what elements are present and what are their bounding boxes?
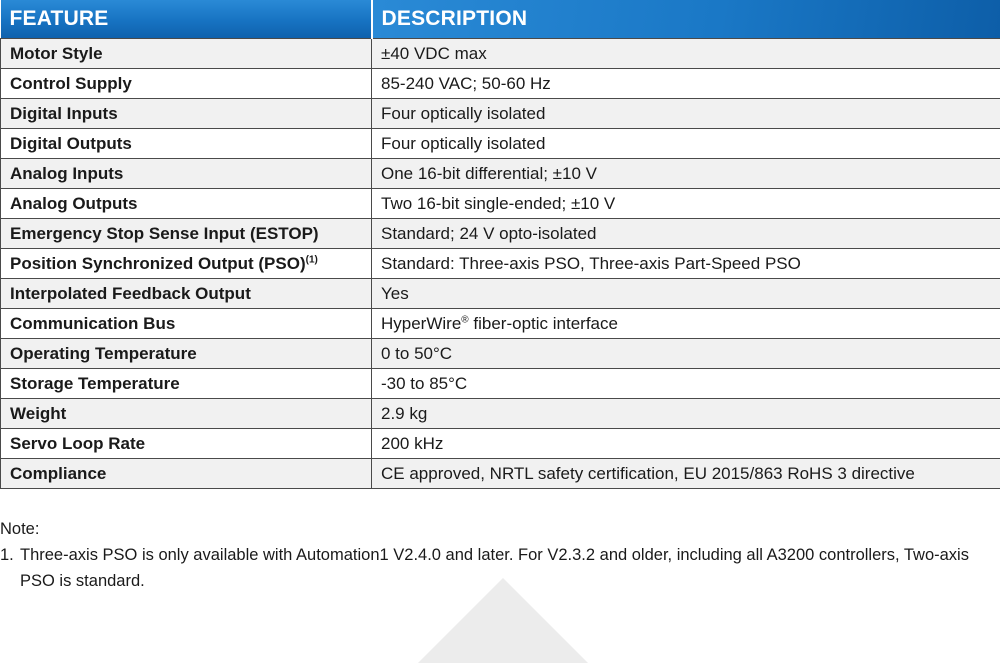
feature-label: Storage Temperature [10, 374, 180, 393]
feature-label: Control Supply [10, 74, 132, 93]
description-cell [372, 99, 1000, 129]
feature-label: Motor Style [10, 44, 103, 63]
description-tail: fiber-optic interface [469, 314, 618, 333]
description-value: ±40 VDC max [381, 44, 487, 63]
description-cell [372, 189, 1000, 219]
description-value: Four optically isolated [381, 134, 545, 153]
feature-cell [1, 339, 372, 369]
feature-label: Servo Loop Rate [10, 434, 145, 453]
description-cell [372, 279, 1000, 309]
description-value: -30 to 85°C [381, 374, 467, 393]
header-description: DESCRIPTION [372, 0, 1000, 39]
description-cell [372, 429, 1000, 459]
header-feature: FEATURE [1, 0, 372, 39]
feature-label: Analog Inputs [10, 164, 123, 183]
table-row [1, 279, 1000, 309]
feature-cell [1, 459, 372, 489]
description-cell [372, 309, 1000, 339]
header-row [1, 0, 1000, 39]
notes-heading: Note: [0, 516, 1000, 542]
feature-cell [1, 159, 372, 189]
table-row [1, 219, 1000, 249]
description-value: HyperWire [381, 314, 461, 333]
description-cell [372, 459, 1000, 489]
feature-cell [1, 69, 372, 99]
feature-cell [1, 129, 372, 159]
note-text: Three-axis PSO is only available with Automation1 V2.4.0 and later. For V2.3.2 and older, including all A3200 controllers, Two-axis PSO is standard. [20, 542, 1000, 594]
description-value: 2.9 kg [381, 404, 427, 423]
feature-label: Position Synchronized Output (PSO) [10, 254, 306, 273]
description-cell [372, 159, 1000, 189]
table-row [1, 339, 1000, 369]
table-row [1, 429, 1000, 459]
feature-cell [1, 219, 372, 249]
description-cell [372, 69, 1000, 99]
description-value: 0 to 50°C [381, 344, 452, 363]
table-row [1, 99, 1000, 129]
table-header [1, 0, 1000, 39]
description-cell [372, 249, 1000, 279]
feature-label: Weight [10, 404, 66, 423]
table-row [1, 69, 1000, 99]
description-cell [372, 399, 1000, 429]
description-cell [372, 219, 1000, 249]
feature-cell [1, 309, 372, 339]
description-cell [372, 369, 1000, 399]
description-value: Four optically isolated [381, 104, 545, 123]
table-row [1, 369, 1000, 399]
feature-cell [1, 399, 372, 429]
table-row [1, 189, 1000, 219]
description-value: Standard: Three-axis PSO, Three-axis Part-Speed PSO [381, 254, 801, 273]
feature-cell [1, 189, 372, 219]
table-row [1, 129, 1000, 159]
description-cell [372, 39, 1000, 69]
description-cell [372, 129, 1000, 159]
watermark-triangle [418, 578, 588, 663]
description-cell [372, 339, 1000, 369]
table-row [1, 159, 1000, 189]
registered-mark: ® [461, 314, 468, 325]
note-number: 1. [0, 542, 20, 594]
description-value: One 16-bit differential; ±10 V [381, 164, 597, 183]
table-row [1, 399, 1000, 429]
feature-label: Interpolated Feedback Output [10, 284, 251, 303]
description-value: Yes [381, 284, 409, 303]
table-row [1, 249, 1000, 279]
table-row [1, 309, 1000, 339]
table-body [1, 39, 1000, 489]
feature-cell [1, 279, 372, 309]
description-value: CE approved, NRTL safety certification, EU 2015/863 RoHS 3 directive [381, 464, 915, 483]
description-value: Two 16-bit single-ended; ±10 V [381, 194, 615, 213]
feature-label: Compliance [10, 464, 106, 483]
table-row [1, 459, 1000, 489]
feature-cell [1, 249, 372, 279]
feature-label: Digital Outputs [10, 134, 132, 153]
feature-label: Emergency Stop Sense Input (ESTOP) [10, 224, 319, 243]
description-value: 200 kHz [381, 434, 443, 453]
feature-cell [1, 39, 372, 69]
description-value: Standard; 24 V opto-isolated [381, 224, 596, 243]
footnote-marker: (1) [306, 254, 318, 265]
feature-label: Digital Inputs [10, 104, 118, 123]
feature-label: Operating Temperature [10, 344, 197, 363]
feature-cell [1, 429, 372, 459]
feature-cell [1, 99, 372, 129]
feature-label: Analog Outputs [10, 194, 137, 213]
feature-cell [1, 369, 372, 399]
feature-label: Communication Bus [10, 314, 175, 333]
description-value: 85-240 VAC; 50-60 Hz [381, 74, 551, 93]
table-row [1, 39, 1000, 69]
